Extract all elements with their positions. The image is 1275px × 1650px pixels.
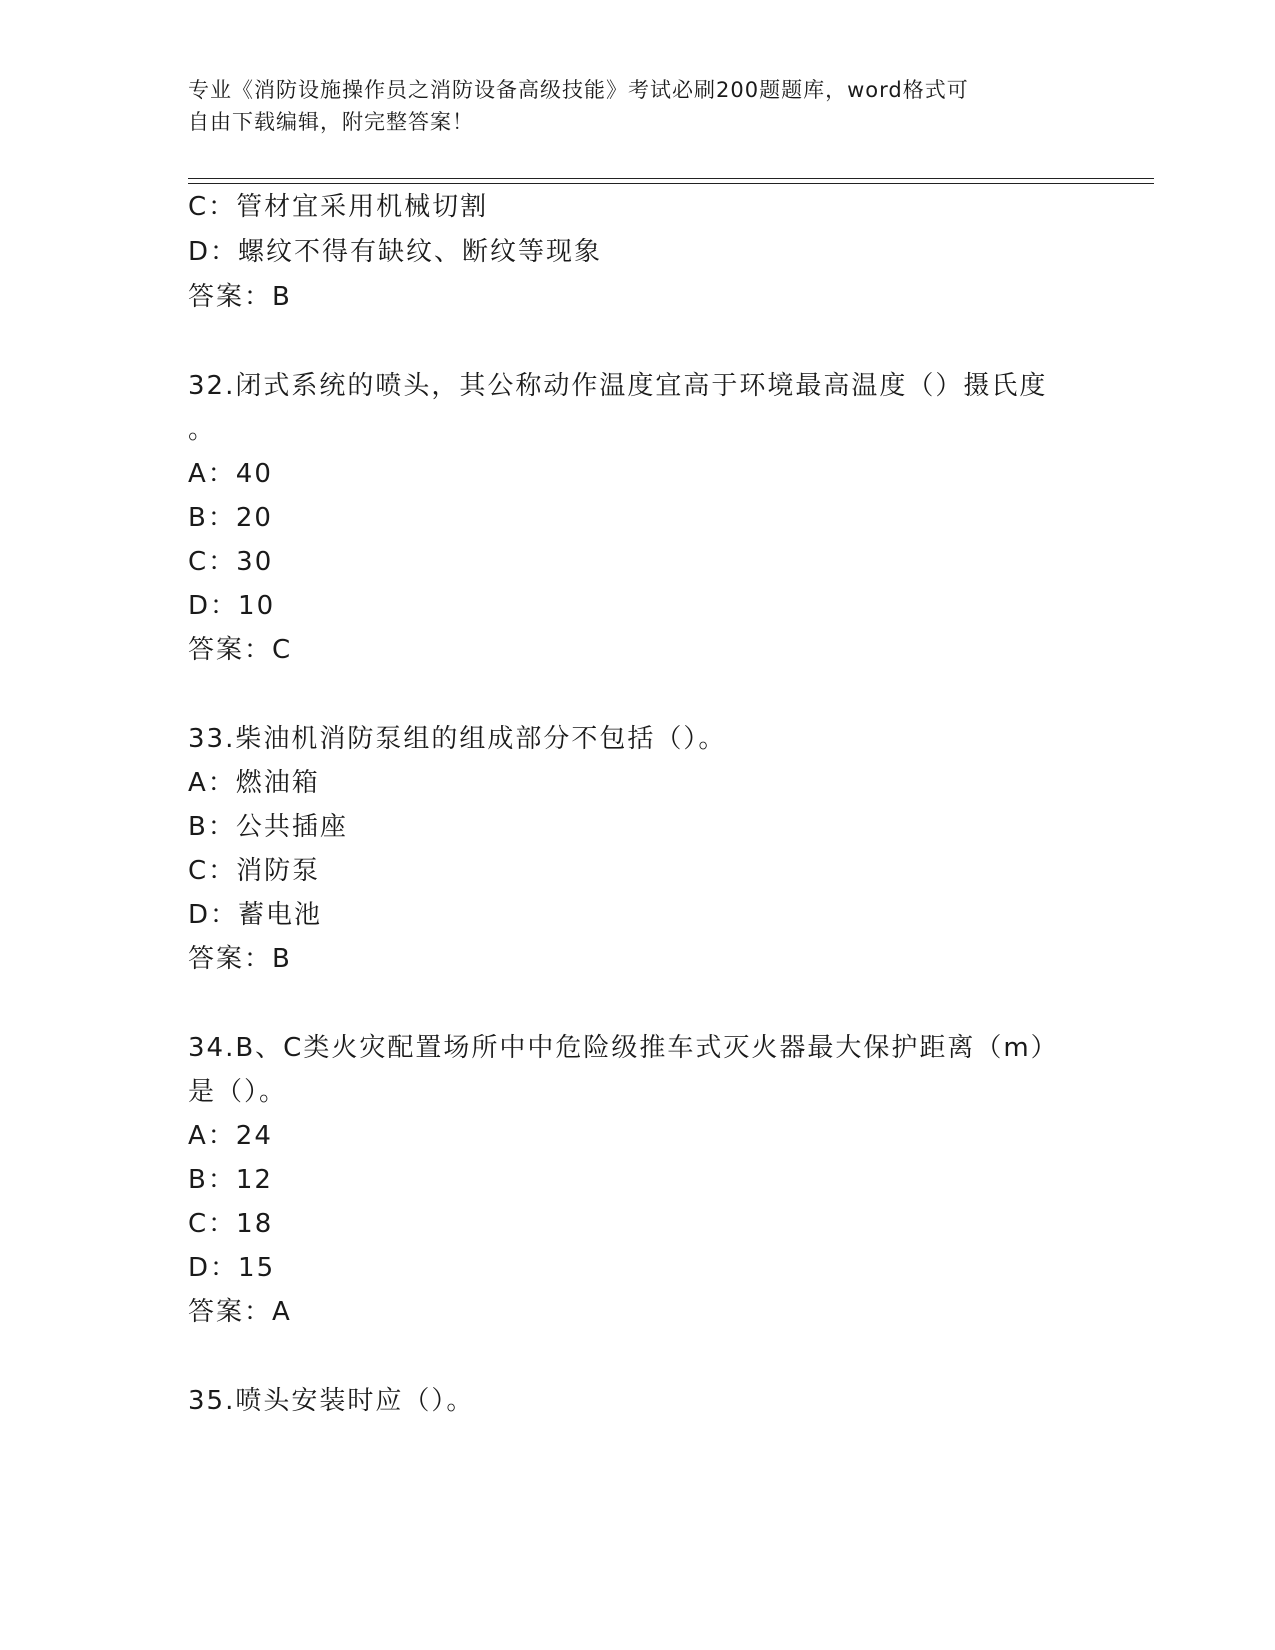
q31-option-c: C：管材宜采用机械切割 [188, 192, 489, 222]
q32-option-b: B：20 [188, 503, 273, 533]
header-line-1: 专业《消防设施操作员之消防设备高级技能》考试必刷200题题库，word格式可 [188, 78, 969, 102]
q34-answer: 答案：A [188, 1297, 292, 1327]
q33-stem: 33.柴油机消防泵组的组成部分不包括（）。 [188, 724, 727, 754]
q34-stem-line-2: 是（）。 [188, 1077, 288, 1107]
q31-answer: 答案：B [188, 282, 292, 312]
q32-option-c: C：30 [188, 547, 274, 577]
q34-option-c: C：18 [188, 1209, 274, 1239]
q33-answer: 答案：B [188, 944, 292, 974]
header-divider-top [188, 178, 1154, 179]
q31-option-d: D：螺纹不得有缺纹、断纹等现象 [188, 237, 603, 267]
q33-option-b: B：公共插座 [188, 812, 348, 842]
q32-stem-line-1: 32.闭式系统的喷头，其公称动作温度宜高于环境最高温度（）摄氏度 [188, 371, 1048, 401]
q32-option-a: A：40 [188, 459, 273, 489]
q35-stem: 35.喷头安装时应（）。 [188, 1386, 475, 1416]
q33-option-d: D：蓄电池 [188, 900, 323, 930]
q33-option-c: C：消防泵 [188, 856, 321, 886]
q33-option-a: A：燃油箱 [188, 768, 320, 798]
q34-option-a: A：24 [188, 1121, 273, 1151]
q34-option-d: D：15 [188, 1253, 276, 1283]
q32-stem-line-2: 。 [188, 415, 217, 445]
q32-option-d: D：10 [188, 591, 276, 621]
q32-answer: 答案：C [188, 635, 293, 665]
document-header [188, 74, 1068, 138]
q34-stem-line-1: 34.B、C类火灾配置场所中中危险级推车式灭火器最大保护距离（m） [188, 1033, 1059, 1063]
q34-option-b: B：12 [188, 1165, 273, 1195]
header-divider-bottom [188, 183, 1154, 184]
header-line-2: 自由下载编辑，附完整答案！ [188, 110, 474, 134]
